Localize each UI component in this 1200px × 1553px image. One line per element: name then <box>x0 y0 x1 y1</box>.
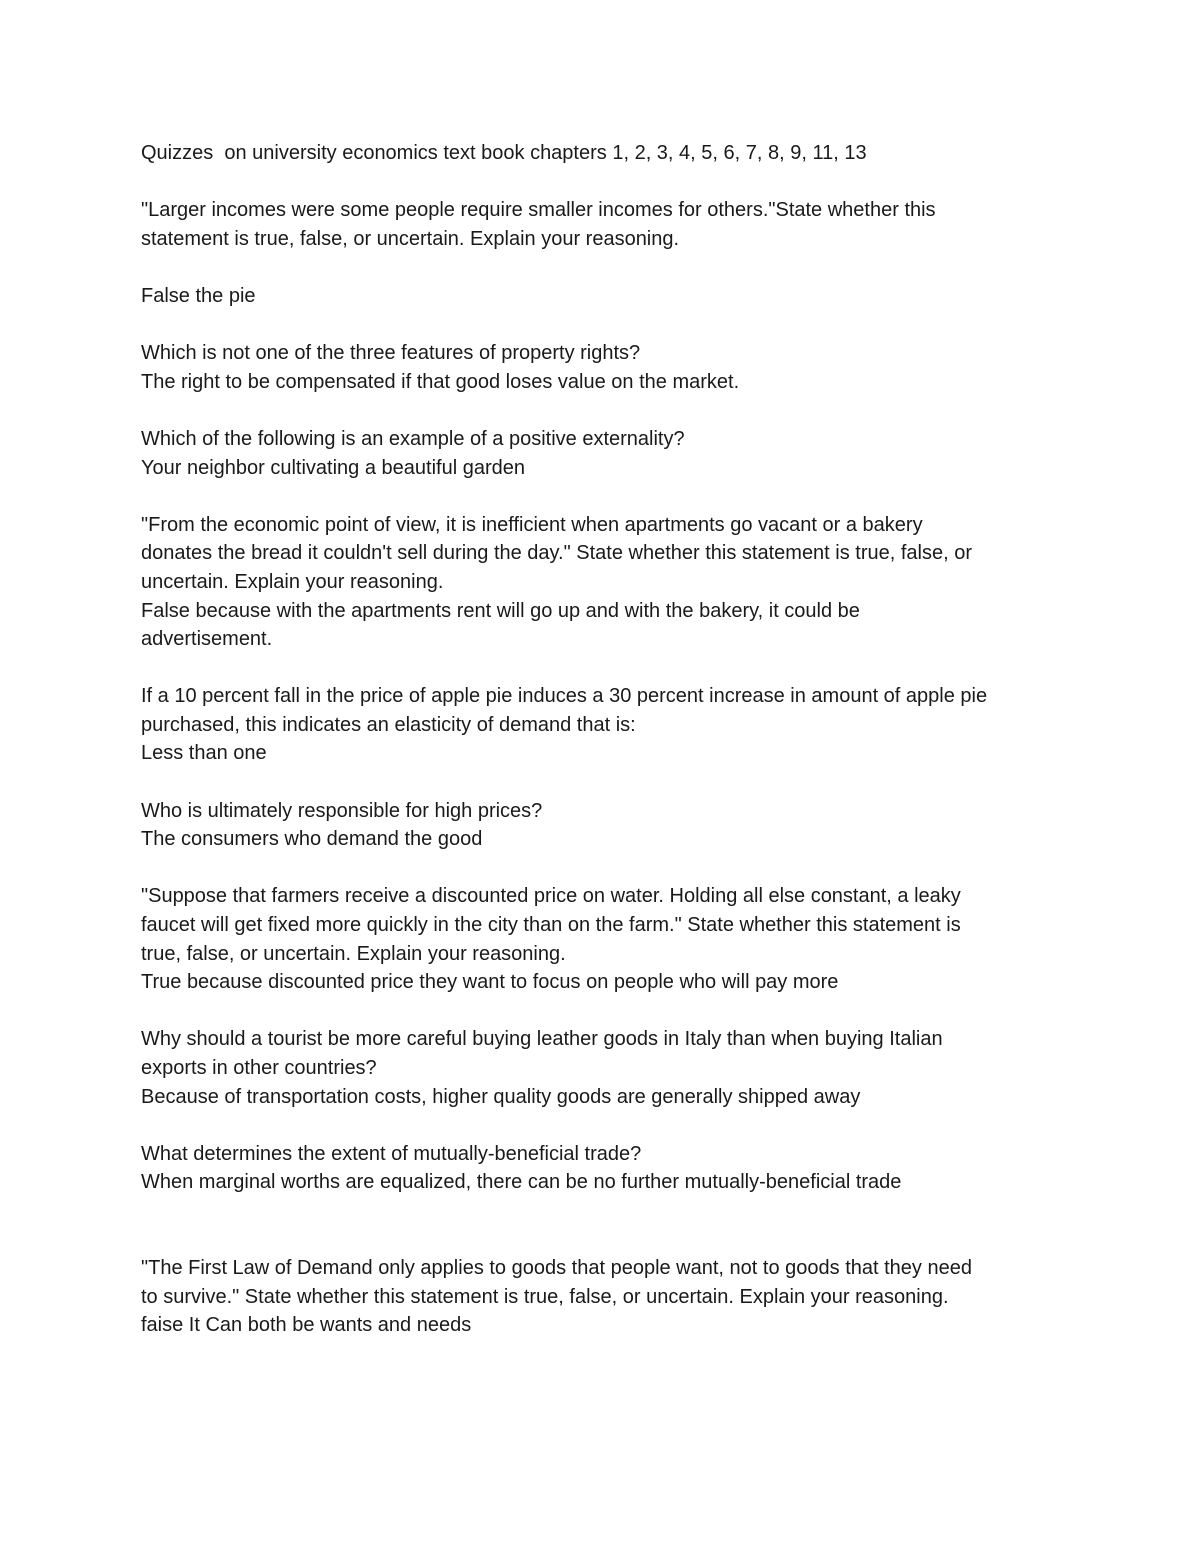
answer-line: False because with the apartments rent will go up and with the bakery, it could be <box>141 599 860 622</box>
quiz-item <box>141 682 1071 768</box>
quiz-item <box>141 1025 1071 1111</box>
question-line: Why should a tourist be more careful buying leather goods in Italy than when buying Italian <box>141 1028 943 1051</box>
answer-line: When marginal worths are equalized, there can be no further mutually-beneficial trade <box>141 1171 902 1194</box>
question-line: true, false, or uncertain. Explain your reasoning. <box>141 942 566 965</box>
quiz-item <box>141 882 1071 996</box>
question-line: "Suppose that farmers receive a discounted price on water. Holding all else constant, a leaky <box>141 885 961 908</box>
answer-line: Less than one <box>141 742 267 765</box>
answer-line: The consumers who demand the good <box>141 828 483 851</box>
quiz-item <box>141 339 1071 396</box>
answer-line: Your neighbor cultivating a beautiful garden <box>141 456 525 479</box>
question-line: Who is ultimately responsible for high prices? <box>141 799 543 822</box>
spacer <box>141 253 1071 282</box>
quiz-item <box>141 425 1071 482</box>
spacer <box>141 854 1071 883</box>
answer-line: The right to be compensated if that good loses value on the market. <box>141 370 740 393</box>
quiz-item <box>141 511 1071 654</box>
spacer <box>141 1197 1071 1226</box>
spacer <box>141 168 1071 197</box>
question-line: donates the bread it couldn't sell during the day." State whether this statement is true, false, or <box>141 542 973 565</box>
answer-line: faise It Can both be wants and needs <box>141 1314 472 1337</box>
question-line: exports in other countries? <box>141 1057 377 1079</box>
spacer <box>141 654 1071 683</box>
quiz-item <box>141 196 1071 310</box>
question-line: purchased, this indicates an elasticity of demand that is: <box>141 713 636 736</box>
answer-line: Because of transportation costs, higher quality goods are generally shipped away <box>141 1085 861 1108</box>
quiz-item <box>141 797 1071 854</box>
question-line: "Larger incomes were some people require smaller incomes for others."State whether this <box>141 199 936 222</box>
question-line: Which of the following is an example of a positive externality? <box>141 427 685 450</box>
question-line: statement is true, false, or uncertain. Explain your reasoning. <box>141 227 680 250</box>
question-line: If a 10 percent fall in the price of apple pie induces a 30 percent increase in amount of apple pie <box>141 685 988 708</box>
question-line: Which is not one of the three features of property rights? <box>141 342 641 365</box>
answer-line: True because discounted price they want to focus on people who will pay more <box>141 971 839 994</box>
spacer <box>141 482 1071 511</box>
question-line: to survive." State whether this statement is true, false, or uncertain. Explain your reasoning. <box>141 1285 949 1308</box>
answer-line: False the pie <box>141 284 256 307</box>
spacer <box>141 997 1071 1026</box>
quiz-item <box>141 1140 1071 1197</box>
question-line: uncertain. Explain your reasoning. <box>141 570 444 593</box>
spacer <box>141 768 1071 797</box>
question-line: "The First Law of Demand only applies to goods that people want, not to goods that they need <box>141 1257 972 1280</box>
question-line: What determines the extent of mutually-beneficial trade? <box>141 1142 642 1165</box>
answer-line: advertisement. <box>141 628 273 651</box>
quiz-item <box>141 1254 1071 1340</box>
spacer <box>141 396 1071 425</box>
document-page <box>141 139 1071 1340</box>
document-title: Quizzes on university economics text book chapters 1, 2, 3, 4, 5, 6, 7, 8, 9, 11, 13 <box>141 142 867 164</box>
spacer <box>141 311 1071 340</box>
spacer <box>141 1226 1071 1255</box>
spacer <box>141 1111 1071 1140</box>
question-line: "From the economic point of view, it is inefficient when apartments go vacant or a bakery <box>141 513 923 536</box>
question-line: faucet will get fixed more quickly in the city than on the farm." State whether this statement is <box>141 914 961 937</box>
